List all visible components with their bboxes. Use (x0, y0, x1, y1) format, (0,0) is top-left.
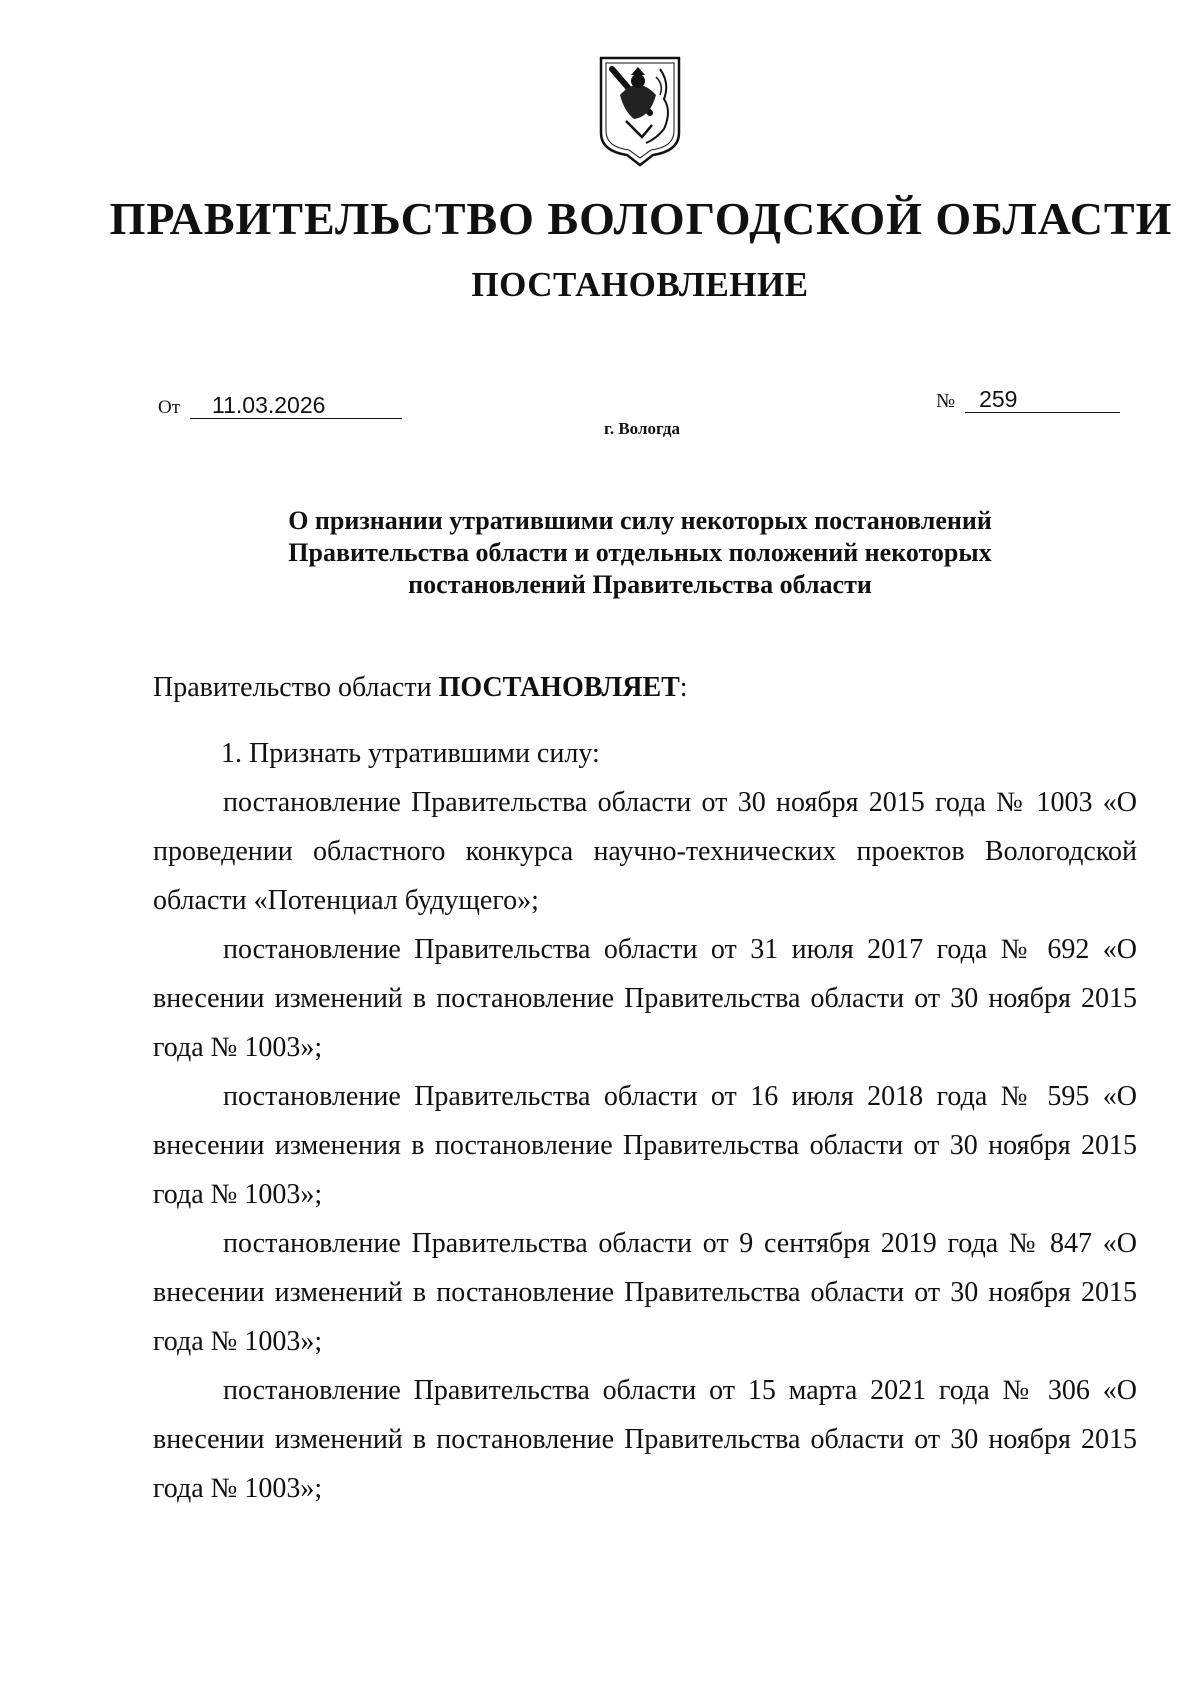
repealed-resolution: постановление Правительства области от 15 марта 2021 года № 306 «О внесении изменений в постановление Правительства области от 30 ноября 2015 года № 1003»; (153, 1375, 1137, 1504)
subject-line: постановлений Правительства области (408, 570, 872, 599)
number-field (936, 386, 1120, 413)
number-value: 259 (965, 386, 1120, 413)
lead-colon: : (679, 672, 688, 703)
document-subject (200, 505, 1080, 601)
item-1: 1. Признать утратившими силу: (221, 738, 600, 769)
lead-keyword: ПОСТАНОВЛЯЕТ (438, 672, 680, 703)
repealed-resolution: постановление Правительства области от 16 июля 2018 года № 595 «О внесении изменения в постановление Правительства области от 30 ноября 2015 года № 1003»; (153, 1081, 1137, 1210)
number-label: № (936, 390, 956, 412)
repealed-resolution: постановление Правительства области от 31 июля 2017 года № 692 «О внесении изменений в постановление Правительства области от 30 ноября 2015 года № 1003»; (153, 934, 1137, 1063)
resolution-lead (153, 663, 1137, 712)
subject-line: Правительства области и отдельных положений некоторых (288, 538, 992, 567)
document-body (153, 663, 1137, 1513)
date-field (158, 392, 402, 419)
subject-line: О признании утратившими силу некоторых постановлений (288, 506, 992, 535)
repealed-resolution: постановление Правительства области от 9 сентября 2019 года № 847 «О внесении изменений в постановление Правительства области от 30 ноября 2015 года № 1003»; (153, 1228, 1137, 1357)
lead-text: Правительство области (153, 672, 439, 703)
repealed-resolution: постановление Правительства области от 30 ноября 2015 года № 1003 «О проведении областного конкурса научно-технических проектов Вологодской области «Потенциал будущего»; (153, 787, 1137, 916)
coat-of-arms-icon (598, 55, 682, 167)
date-value: 11.03.2026 (190, 392, 402, 419)
date-label: От (158, 397, 181, 418)
organization-title: ПРАВИТЕЛЬСТВО ВОЛОГОДСКОЙ ОБЛАСТИ (109, 193, 1173, 244)
city-label: г. Вологда (604, 419, 680, 438)
document-type-title: ПОСТАНОВЛЕНИЕ (471, 265, 809, 304)
